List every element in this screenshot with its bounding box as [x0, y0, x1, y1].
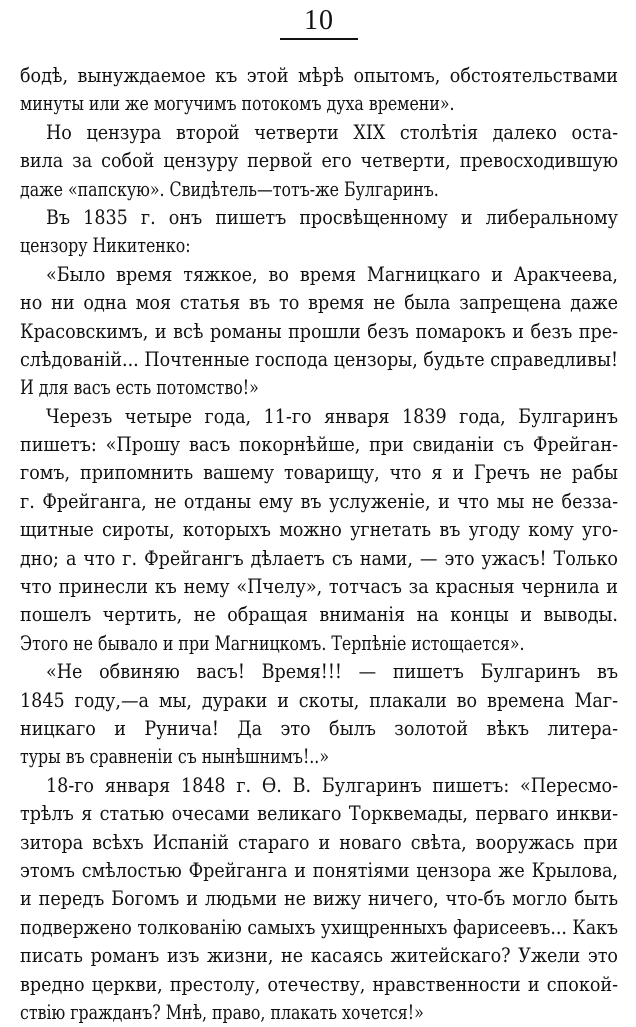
text-line [20, 119, 618, 147]
page-header [22, 6, 616, 50]
text-line [20, 715, 618, 743]
text-line-content: Въ 1835 г. онъ пишетъ просвѣщенному и либеральному [46, 205, 618, 229]
text-line [20, 431, 618, 459]
text-line [20, 743, 618, 771]
text-line-content: подвержено толкованію самыхъ ухищренныхъ фарисеевъ... Какъ [20, 915, 618, 939]
text-line [20, 857, 618, 885]
text-line-content: даже «папскую». Свидѣтель—тотъ-же Булгаринъ. [20, 177, 439, 201]
body-text [20, 62, 618, 1027]
text-line-content: этомъ смѣлостью Фрейганга и понятіями цензора же Крылова, [20, 858, 618, 882]
text-line [20, 204, 618, 232]
text-line-content: вила за собой цензуру первой его четверти, превосходившую [20, 149, 618, 173]
text-line [20, 772, 618, 800]
text-line-content: трѣлъ я статью очесами великаго Торквемады, перваго инкви- [20, 802, 618, 826]
text-line-content: но ни одна моя статья въ то время не была запрещена даже [20, 291, 618, 315]
text-line-content: г. Фрейганга, не отданы ему въ услуженіе, и что мы не безза- [20, 489, 618, 513]
text-line [20, 261, 618, 289]
text-line [20, 914, 618, 942]
text-line-content: 1845 году,—а мы, дураки и скоты, плакали во времена Маг- [20, 688, 618, 712]
text-line [20, 885, 618, 913]
text-line-content: гомъ, припомнить вашему товарищу, что я и Гречъ не рабы [20, 461, 618, 485]
text-line [20, 176, 618, 204]
text-line [20, 374, 618, 402]
text-line-content: минуты или же могучимъ потокомъ духа времени». [20, 92, 455, 116]
text-line [20, 516, 618, 544]
text-line [20, 318, 618, 346]
text-line [20, 147, 618, 175]
text-line-content: слѣдованій... Почтенные господа цензоры, будьте справедливы! [20, 347, 618, 371]
text-line [20, 687, 618, 715]
text-line [20, 232, 618, 260]
text-line-content: «Не обвиняю васъ! Время!!! — пишетъ Булгаринъ въ [46, 660, 618, 684]
text-line-content: что принесли къ нему «Пчелу», тотчасъ за красныя чернила и [20, 575, 618, 599]
text-line [20, 999, 618, 1027]
text-line [20, 573, 618, 601]
page-number: 10 [280, 6, 358, 40]
text-line [20, 942, 618, 970]
text-line [20, 403, 618, 431]
text-line [20, 829, 618, 857]
text-line-content: ствію гражданъ? Мнѣ, право, плакать хочется!» [20, 1000, 424, 1024]
text-line-content: Но цензура второй четверти XIX столѣтія далеко оста- [46, 120, 618, 144]
text-line-content: Этого не бывало и при Магницкомъ. Терпѣніе истощается». [20, 631, 525, 655]
text-line-content: и передъ Богомъ и людьми не вижу ничего, что-бъ могло быть [20, 887, 618, 911]
text-line [20, 601, 618, 629]
text-line-content: писать романъ изъ жизни, не касаясь житейскаго? Ужели это [20, 944, 618, 968]
text-line [20, 289, 618, 317]
text-line-content: дно; а что г. Фрейгангъ дѣлаетъ съ нами, — это ужасъ! Только [20, 546, 618, 570]
text-line [20, 488, 618, 516]
text-line-content: Черезъ четыре года, 11-го января 1839 года, Булгаринъ [46, 404, 618, 428]
text-line-content: зитора всѣхъ Испаній стараго и новаго свѣта, вооружась при [20, 830, 618, 854]
text-line-content: ницкаго и Рунича! Да это былъ золотой вѣкъ литера- [20, 716, 618, 740]
text-line [20, 62, 618, 90]
text-line [20, 971, 618, 999]
text-line-content: щитные сироты, которыхъ можно угнетать въ угоду кому уго- [20, 518, 618, 542]
text-line-content: туры въ сравненіи съ нынѣшнимъ!..» [20, 745, 329, 769]
text-line [20, 800, 618, 828]
text-line-content: пишетъ: «Прошу васъ покорнѣйше, при свиданіи съ Фрейган- [20, 433, 618, 457]
text-line [20, 630, 618, 658]
text-line-content: «Было время тяжкое, во время Магницкаго и Аракчеева, [46, 262, 618, 286]
text-line-content: И для васъ есть потомство!» [20, 376, 259, 400]
text-line [20, 545, 618, 573]
text-line-content: Красовскимъ, и всѣ романы прошли безъ помарокъ и безъ пре- [20, 319, 618, 343]
text-line [20, 459, 618, 487]
text-line-content: цензору Никитенко: [20, 234, 191, 258]
text-line-content: 18-го января 1848 г. Ѳ. В. Булгаринъ пишетъ: «Пересмо- [46, 773, 618, 797]
text-line [20, 346, 618, 374]
text-line-content: бодѣ, вынуждаемое къ этой мѣрѣ опытомъ, обстоятельствами [20, 64, 618, 87]
text-line-content: пошелъ чертить, не обращая вниманія на концы и выводы. [20, 603, 618, 627]
text-line [20, 658, 618, 686]
text-line [20, 90, 618, 118]
text-line-content: вредно церкви, престолу, отечеству, нравственности и спокой- [20, 972, 618, 996]
